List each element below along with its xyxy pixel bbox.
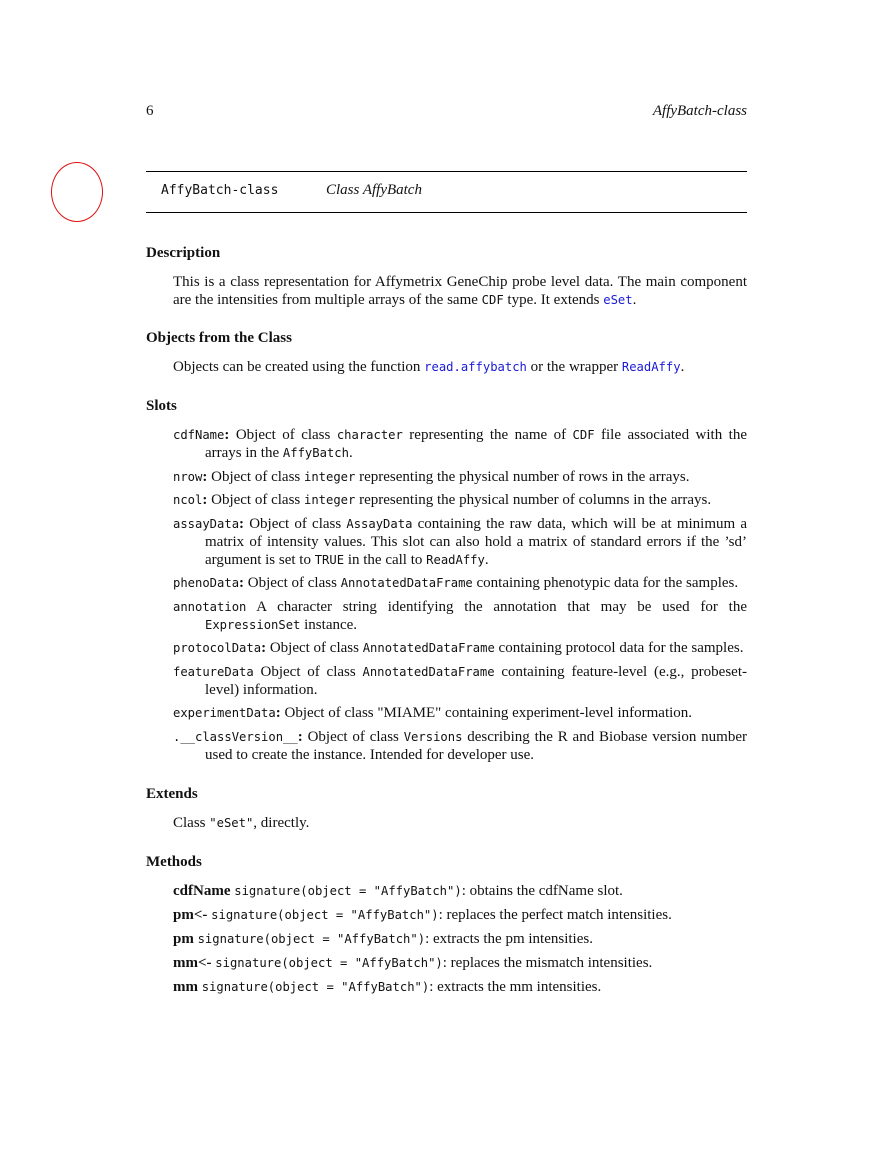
slot-code: AffyBatch <box>282 446 349 460</box>
method-signature: signature(object = "AffyBatch") <box>201 980 430 994</box>
slot-code: ExpressionSet <box>205 618 301 632</box>
method-item <box>173 930 747 948</box>
slot-text: in the call to <box>344 552 427 568</box>
eset-link[interactable]: eSet <box>603 293 633 307</box>
slot-text: containing protocol data for the samples. <box>494 640 744 656</box>
topic-title: Class AffyBatch <box>326 182 422 198</box>
slot-ncol <box>173 491 747 509</box>
slot-text: Object of class <box>207 469 304 485</box>
method-item <box>173 882 747 900</box>
slot-name: annotation <box>173 600 247 614</box>
slot-code: AssayData <box>346 517 413 531</box>
slot-annotation <box>173 598 747 634</box>
slot-text: Object of class <box>302 729 404 745</box>
topic-rule-top <box>146 171 747 172</box>
slot-sep: : <box>261 640 267 656</box>
method-item <box>173 906 747 924</box>
slot-name: .__classVersion__ <box>173 730 298 744</box>
slot-code: CDF <box>572 428 595 442</box>
slot-sep: : <box>224 427 230 443</box>
slot-code: TRUE <box>314 553 345 567</box>
slots-heading: Slots <box>146 398 177 414</box>
slot-code: integer <box>304 493 356 507</box>
extends-heading: Extends <box>146 786 198 802</box>
slot-text: A character string identifying the annotation that may be used for the <box>246 599 747 615</box>
slot-code: Versions <box>403 730 463 744</box>
description-text-part: This is a class representation for Affymetrix GeneChip probe level data. The main component are the intensities from multiple arrays of the same <box>173 274 747 308</box>
objects-text-part: Objects can be created using the function <box>173 359 425 375</box>
slot-name: experimentData <box>173 706 276 720</box>
slot-sep: : <box>275 705 281 721</box>
slot-name: featureData <box>173 665 254 679</box>
method-signature: signature(object = "AffyBatch") <box>197 932 426 946</box>
method-signature: signature(object = "AffyBatch") <box>215 956 443 970</box>
method-desc: : obtains the cdfName slot. <box>461 883 623 899</box>
readaffy-link[interactable]: ReadAffy <box>621 360 681 374</box>
description-text-part: type. It extends <box>503 292 604 308</box>
extends-text-part: Class <box>173 815 210 831</box>
method-name: cdfName <box>173 883 231 899</box>
slot-code: AnnotatedDataFrame <box>362 665 495 679</box>
slot-text: Object of class <box>244 575 341 591</box>
method-name: pm <box>173 931 194 947</box>
slot-experimentdata <box>173 704 747 722</box>
topic-rule-bottom <box>146 212 747 213</box>
method-name: mm<- <box>173 955 212 971</box>
slot-text: containing feature-level (e.g., probeset-level) information. <box>205 664 747 698</box>
objects-text <box>173 358 747 376</box>
objects-text-part: . <box>680 359 685 375</box>
slot-name: assayData <box>173 517 240 531</box>
slot-text: Object of class <box>229 427 337 443</box>
slot-text: representing the name of <box>402 427 573 443</box>
description-text-part: . <box>632 292 637 308</box>
method-item <box>173 954 747 972</box>
method-desc: : replaces the mismatch intensities. <box>442 955 653 971</box>
slot-code: AnnotatedDataFrame <box>362 641 495 655</box>
objects-text-part: or the wrapper <box>526 359 622 375</box>
read-affybatch-link[interactable]: read.affybatch <box>424 360 527 374</box>
page-number: 6 <box>146 103 154 119</box>
description-code: CDF <box>481 293 504 307</box>
slot-sep: : <box>202 469 208 485</box>
methods-heading: Methods <box>146 854 202 870</box>
slot-name: phenoData <box>173 576 240 590</box>
slot-text: Object of class <box>266 640 363 656</box>
slot-sep: : <box>202 492 208 508</box>
method-name: pm<- <box>173 907 208 923</box>
slot-text: Object of class "MIAME" containing experiment-level information. <box>280 705 693 721</box>
slot-phenodata <box>173 574 747 592</box>
extends-code: "eSet" <box>209 816 254 830</box>
slot-code: integer <box>304 470 356 484</box>
slot-code: character <box>336 428 403 442</box>
method-item <box>173 978 747 996</box>
slot-text: representing the physical number of rows in the arrays. <box>355 469 690 485</box>
description-text <box>173 273 747 309</box>
slot-name: ncol <box>173 493 203 507</box>
slot-name: protocolData <box>173 641 262 655</box>
running-title: AffyBatch-class <box>652 103 747 119</box>
slot-protocoldata <box>173 639 747 657</box>
slot-text: containing phenotypic data for the samples. <box>472 575 739 591</box>
objects-heading: Objects from the Class <box>146 330 292 346</box>
slot-sep: : <box>239 516 245 532</box>
slot-assaydata <box>173 515 747 569</box>
slot-text: containing the raw data, which will be at minimum a matrix of intensity values. This slot can also hold a matrix of standard errors if the ’sd’ argument is set to <box>205 516 747 568</box>
slot-text: representing the physical number of columns in the arrays. <box>355 492 712 508</box>
slot-sep: : <box>297 729 303 745</box>
method-signature: signature(object = "AffyBatch") <box>234 884 462 898</box>
slot-featuredata <box>173 663 747 699</box>
topic-name: AffyBatch-class <box>161 183 279 198</box>
slot-sep: : <box>239 575 245 591</box>
slot-text: . <box>348 445 353 461</box>
red-circle-annotation <box>51 162 103 222</box>
slot-name: nrow <box>173 470 203 484</box>
slot-name: cdfName <box>173 428 225 442</box>
slot-nrow <box>173 468 747 486</box>
extends-text-part: , directly. <box>253 815 310 831</box>
method-desc: : extracts the mm intensities. <box>429 979 602 995</box>
slot-text: Object of class <box>244 516 347 532</box>
slot-code: AnnotatedDataFrame <box>340 576 473 590</box>
slot-text: describing the R and Biobase version number used to create the instance. Intended for developer use. <box>205 729 748 763</box>
method-desc: : replaces the perfect match intensities. <box>438 907 672 923</box>
slot-classversion <box>173 728 747 764</box>
extends-text <box>173 814 747 832</box>
method-signature: signature(object = "AffyBatch") <box>211 908 439 922</box>
slot-text: instance. <box>300 617 358 633</box>
description-heading: Description <box>146 245 221 261</box>
slot-text: Object of class <box>207 492 304 508</box>
slot-code: ReadAffy <box>426 553 485 567</box>
slot-text: . <box>484 552 489 568</box>
slot-cdfname <box>173 426 747 462</box>
slot-text: file associated with the arrays in the <box>205 427 747 461</box>
method-name: mm <box>173 979 198 995</box>
method-desc: : extracts the pm intensities. <box>425 931 593 947</box>
slot-text: Object of class <box>253 664 363 680</box>
